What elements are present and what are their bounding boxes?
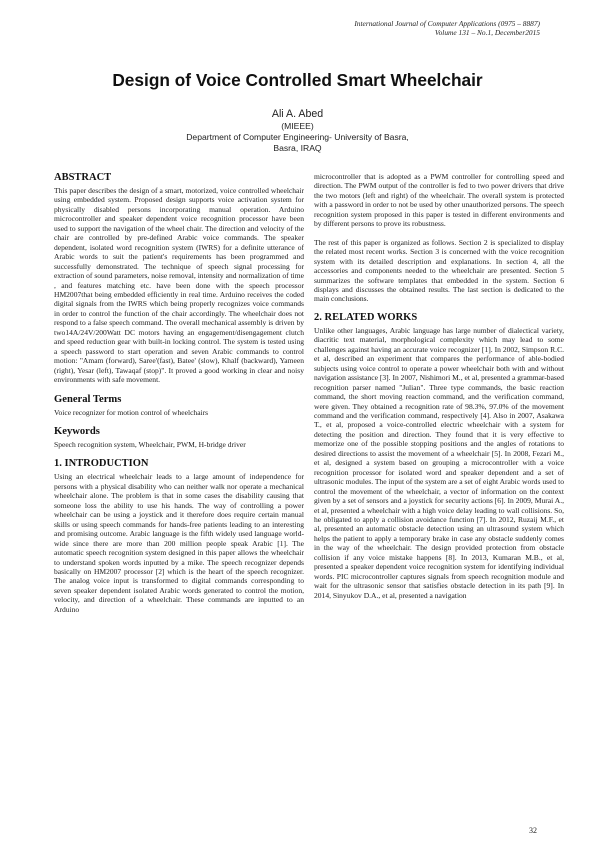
journal-header [354, 19, 540, 37]
related-works-heading: 2. RELATED WORKS [314, 311, 418, 323]
abstract-text: This paper describes the design of a smart, motorized, voice controlled wheelchair using embedded system. Proposed design supports voice activation system for physically disabled persons incorporating manual operation. Arduino microcontroller and speaker dependent voice recognition processor have been used to support the navigation of the wheel chair. The direction and velocity of the chair are controlled by pre-defined Arabic voice commands. The speaker dependent, isolated word recognition system (IWRS) for a definite utterance of Arabic words to suit the patient's requirements has been programmed and successfully demonstrated. The technique of speech signal processing for extraction of sound parameters, noise removal, intensity and normalization of time , and features matching etc. have been done with the speech processor HM2007that being embedded efficiently in real time. Arduino receives the coded digital signals from the IWRS which being properly recognizes voice commands in order to control the function of the chair accordingly. The wheelchair does not respond to a false speech command. The overall mechanical assembly is driven by two14A/24V/200Watt DC motors having an engagement/disengagement clutch and speed reduction gear with built-in locking control. The system is tested using a speech password to start operation and seven Arabic commands to control motion: "Amam (forward), Saree'(fast), Batee' (slow), Khalf (backward), Yameen (right), Yesar (left), Tawaqaf (stop)". It proved a good working in clear and noisy environments with safe movement. [54, 186, 304, 385]
author-location: Basra, IRAQ [273, 143, 322, 153]
author-name: Ali A. Abed [271, 108, 324, 120]
introduction-paragraph: Using an electrical wheelchair leads to a large amount of independence for persons with a physical disability who can neither walk nor operate a mechanical wheelchair alone. The problem is that in some cases the disability causing that someone loss the ability to use his hands. The way of controlling a power wheelchair can be using a joystick and it therefore does require certain manual skills or using speech commands for hands-free patients leading to an interesting and promising outcome. Arabic language is the fifth widely used language world-wide since there are more than 200 million people speak Arabic [1]. The automatic speech recognition system designed in this paper allows the wheelchair to understand spoken words inputted by a mike. The speech recognizer depends basically on HM2007 processor [2] which is the heart of the speech recognizer. The analog voice input is transformed to digital commands corresponding to seven speaker dependent isolated Arabic words generated to control the motion, velocity, and direction of a wheelchair. These commands are inputted to an Arduino [54, 472, 304, 614]
author-membership: (MIEEE) [281, 121, 314, 131]
keywords-heading: Keywords [54, 425, 100, 437]
general-terms-heading: General Terms [54, 393, 122, 405]
journal-volume: Volume 131 – No.1, December2015 [434, 28, 540, 38]
page-number: 32 [529, 826, 537, 835]
introduction-paragraph-continued: microcontroller that is adopted as a PWM controller for controlling speed and direction. The PWM output of the controller is fed to two power drivers that drive the two motors (left and right) of the wheelchair. The overall system is protected with a password in order to not be used by other unauthorized persons. The speech recognition system proposed in this paper is tested in different environments and by different persons to prove its robustness. [314, 172, 564, 229]
journal-name: International Journal of Computer Applications (0975 – 8887) [354, 19, 540, 28]
related-works-text: Unlike other languages, Arabic language has large number of dialectical variety, diacritic text material, morphological complexity which may lead to some challenges against having an accurate voice recognizer [1]. In 2002, Simpson R.C. et al, described an experiment that compares the performance of able-bodied subjects using voice control to operate a power wheelchair both with and without navigation assistance [3]. In 2007, Nishimori M., et al, presented a grammar-based recognition parser named "Julian". Three type commands, the basic reaction command, the short moving reaction command, and the verification command, were given. They obtained a recognition rate of 98.3%, 97.0% of the movement command and the verification command, respectively [4]. Also in 2007, Asakawa T., et al, proposed a voice-controlled electric wheelchair with a system for detecting the position and direction. They found that it is very effective to memorize one of the possible stopping positions and the angles of rotations to desired directions to assist the movement of a wheelchair [5]. In 2008, Fezari M., et al, designed a system based on grouping a microcontroller with a voice recognition processor for isolated word and speaker dependent and a set of ultrasonic modules. The input of the system are a set of eight Arabic words used to control the movement of the wheelchair, a vector of information on the context given by a set of sensors and a joystick for security actions [6]. In 2009, Murai A., et al, presented a wheelchair with a high voice delay leading to wall collisions. So, he obligated to apply a collision avoidance function [7]. In 2012, Ruzaij M.F., et al, presented an automatic obstacle detection using an ultrasound system which helps the patient to apply a temporary brake in case any obstacle suddenly comes in the way of the wheelchair. The design provided protection from obstacle collision if any voice mistake happens [8]. In 2013, Kumaran M.B., et al, presented a speaker dependent voice recognition system for identifying individual words. PIC microcontroller captures signals from speech recognition module and wait for the ultrasonic sensor that satisfies obstacle detection in its path [9]. In 2014, Sinyukov D.A., et al, presented a navigation [314, 325, 564, 600]
paper-title: Design of Voice Controlled Smart Wheelchair [112, 70, 483, 90]
left-column [54, 172, 304, 614]
introduction-organization-paragraph: The rest of this paper is organized as follows. Section 2 is specialized to display the related most recent works. Section 3 is concerned with the voice recognition system with its detailed description and explanations. In section 4, all the accessories and components needed to the wheelchair are presented. Section 5 summarizes the software templates that embedded in the system. Section 6 displays and discusses the obtained results. The last section is dedicated to the main conclusions. [314, 237, 564, 304]
right-column [314, 172, 564, 600]
author-block [0, 108, 595, 154]
author-affiliation: Department of Computer Engineering- University of Basra, [186, 132, 409, 142]
introduction-heading: 1. INTRODUCTION [54, 458, 149, 470]
keywords-text: Speech recognition system, Wheelchair, PWM, H-bridge driver [54, 439, 246, 449]
abstract-heading: ABSTRACT [54, 172, 112, 183]
general-terms-text: Voice recognizer for motion control of wheelchairs [54, 407, 209, 417]
